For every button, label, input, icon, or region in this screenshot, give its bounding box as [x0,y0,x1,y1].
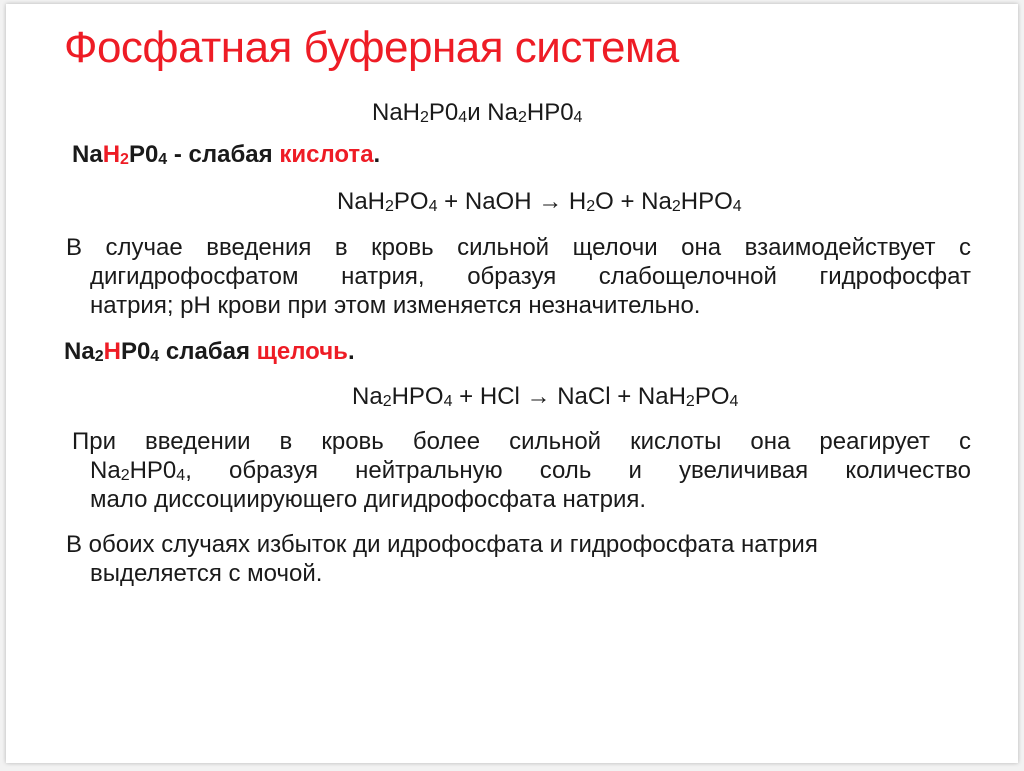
reaction-subscript: 4 [428,198,438,215]
formula-text: Na [487,99,518,126]
reaction-2 [352,382,738,411]
formula-subscript: 4 [176,467,186,484]
reaction-1 [337,187,742,216]
paragraph-text: , образуя нейтральную соль и увеличивая количество [185,457,971,484]
formula-subscript: 4 [458,109,468,126]
heading-keyword: щелочь [256,338,348,365]
formula-subscript: 2 [420,109,429,126]
reaction-subscript: 2 [382,393,392,410]
heading-keyword: кислота [279,141,374,168]
formula-text: P0 [428,99,459,126]
heading-highlight: H [103,338,121,365]
heading-text: Na [72,141,103,168]
acid-heading [72,140,380,169]
reaction-text: NaH [337,188,386,215]
reaction-subscript: 4 [729,393,739,410]
slide-title: Фосфатная буферная система [64,23,679,72]
slide [6,4,1018,763]
paragraph-conclusion [66,530,971,588]
formula-text: Na [90,457,121,484]
formula-text: HP0 [526,99,574,126]
base-heading [64,337,355,366]
reaction-text: + HCl → NaCl + NaH [452,383,686,410]
reaction-subscript: 2 [586,198,596,215]
heading-text: . [347,338,355,365]
heading-text: Na [64,338,95,365]
reaction-subscript: 4 [732,198,742,215]
heading-text: P0 [120,338,151,365]
reaction-subscript: 2 [385,198,394,215]
formula-conjunction: и [467,99,488,126]
paragraph-line: В случае введения в кровь сильной щелочи она взаимодействует с [66,234,971,261]
reaction-text: PO [694,383,730,410]
reaction-text: Na [352,383,383,410]
reaction-subscript: 2 [685,393,695,410]
paragraph-line-formula [66,456,971,485]
heading-text: слабая [159,338,257,365]
formula-subscript: 2 [517,109,527,126]
heading-highlight: H [102,141,121,168]
formula-subscript: 4 [573,109,583,126]
paragraph-line: В обоих случаях избыток ди идрофосфата и гидрофосфата натрия [66,531,818,558]
formula-subscript: 2 [120,467,130,484]
paragraph-alkali-effect [66,233,971,320]
reaction-text: HPO [391,383,444,410]
heading-subscript: 4 [150,348,160,365]
formula-text: NaH [372,99,421,126]
buffer-pair-formula [372,98,582,127]
heading-text: . [373,141,381,168]
reaction-text: PO [393,188,429,215]
reaction-subscript: 2 [671,198,681,215]
paragraph-line: мало диссоциирующего дигидрофосфата натрия. [90,486,647,513]
paragraph-line: дигидрофосфатом натрия, образуя слабощелочной гидрофосфат [90,263,971,290]
heading-text: - слабая [167,141,280,168]
reaction-text: O [595,188,614,215]
paragraph-line: натрия; pH крови при этом изменяется незначительно. [90,292,701,319]
formula-text: HP0 [129,457,177,484]
reaction-text: HPO [680,188,733,215]
paragraph-acid-effect [66,427,971,514]
heading-subscript: 2 [94,348,104,365]
heading-subscript: 2 [120,151,129,168]
reaction-text: + Na [613,188,672,215]
reaction-subscript: 4 [443,393,453,410]
paragraph-line: выделяется с мочой. [90,560,323,587]
paragraph-line: При введении в кровь более сильной кислоты она реагирует с [72,428,971,455]
heading-text: P0 [128,141,159,168]
reaction-text: + NaOH → H [437,188,587,215]
heading-subscript: 4 [158,151,168,168]
